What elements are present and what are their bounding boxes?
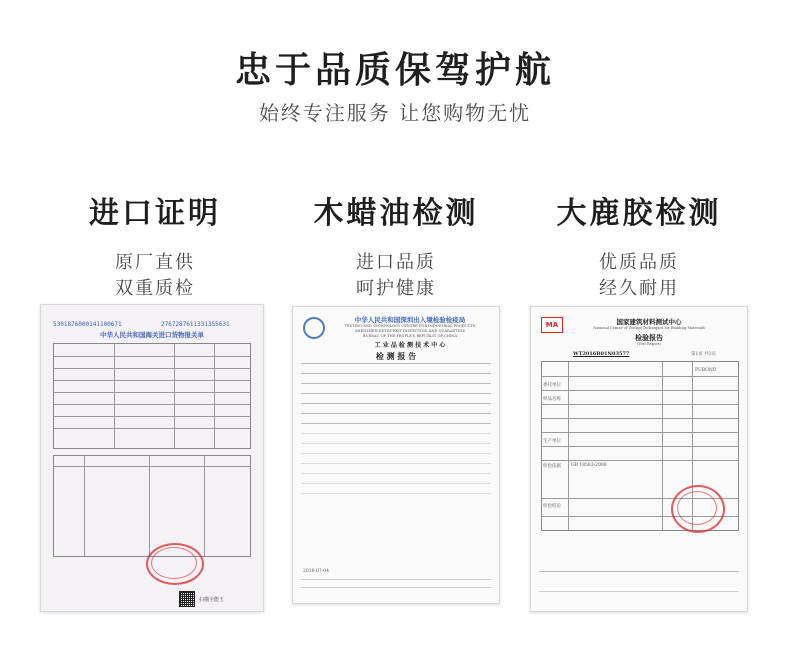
form-table [53,343,251,449]
column-wax-oil-test [276,188,516,302]
page-title: 忠于品质保驾护航 [234,50,555,91]
authority-english: SHENZHEN ENTRY-EXIT INSPECTION AND QUARANTINE [354,329,466,333]
column-line: 双重质检 [115,278,195,299]
inspection-basis-label: 检验依据 [543,464,561,469]
red-stamp-inner [677,491,717,525]
report-title: 检 测 报 告 [375,351,417,361]
client-label: 委托单位 [543,383,561,388]
report-title: 检验报告 [635,333,663,342]
customs-declaration-document [40,304,264,612]
wax-oil-test-report [292,306,500,604]
column-import-proof [35,188,275,302]
column-title: 木蜡油检测 [313,196,479,231]
document-code: 2767287611331355631 [161,321,230,328]
issuing-authority: 中华人民共和国深圳出入境检验检疫局 [354,316,466,324]
manufacturer-label: 生产单位 [543,439,561,444]
page-subtitle: 始终专注服务 让您购物无忧 [258,101,532,125]
document-title: 中华人民共和国海关进口货物报关单 [100,331,204,339]
authority-english: BUREAU OF THE PEOPLE'S REPUBLIC OF CHINA [362,334,458,338]
scanner-footer: 扫描全能王 [199,597,225,603]
column-line: 经久耐用 [599,278,679,299]
column-line: 原厂直供 [115,252,195,273]
testing-center-name: 国家建筑材料测试中心 [616,318,682,326]
red-stamp-inner [151,547,197,579]
center-name: 工 业 品 检 测 技 术 中 心 [374,342,446,349]
column-title: 进口证明 [89,196,221,231]
page-number: 第1页 共2页 [691,352,717,357]
column-line: 呵护健康 [356,278,436,299]
column-title: 大鹿胶检测 [556,196,722,231]
conclusion-label: 检验结论 [543,504,561,509]
qr-code-icon [179,591,195,607]
glue-test-report [530,306,748,612]
authority-english: TESTING AND TECHNOLOGY CENTRE FOR INDUSTRIAL PRODUCTS [344,324,476,328]
goods-table [53,455,251,557]
sample-label: 样品名称 [543,397,561,402]
column-glue-test [519,188,759,302]
brand-name: PUBOND [695,368,717,373]
report-date: 2016-07-04 [303,569,329,574]
inspection-standard: GB 18583-2008 [571,463,607,468]
column-line: 优质品质 [599,252,679,273]
report-number: WT2016B01N03577 [573,351,630,357]
column-line: 进口品质 [356,252,436,273]
report-title-english: (Test Report) [637,342,661,346]
testing-center-english: National Center of Testing Techniques for Building Materials [593,326,705,330]
document-code: 5301876000141100671 [53,321,122,328]
cma-logo-icon: MA [541,317,563,333]
